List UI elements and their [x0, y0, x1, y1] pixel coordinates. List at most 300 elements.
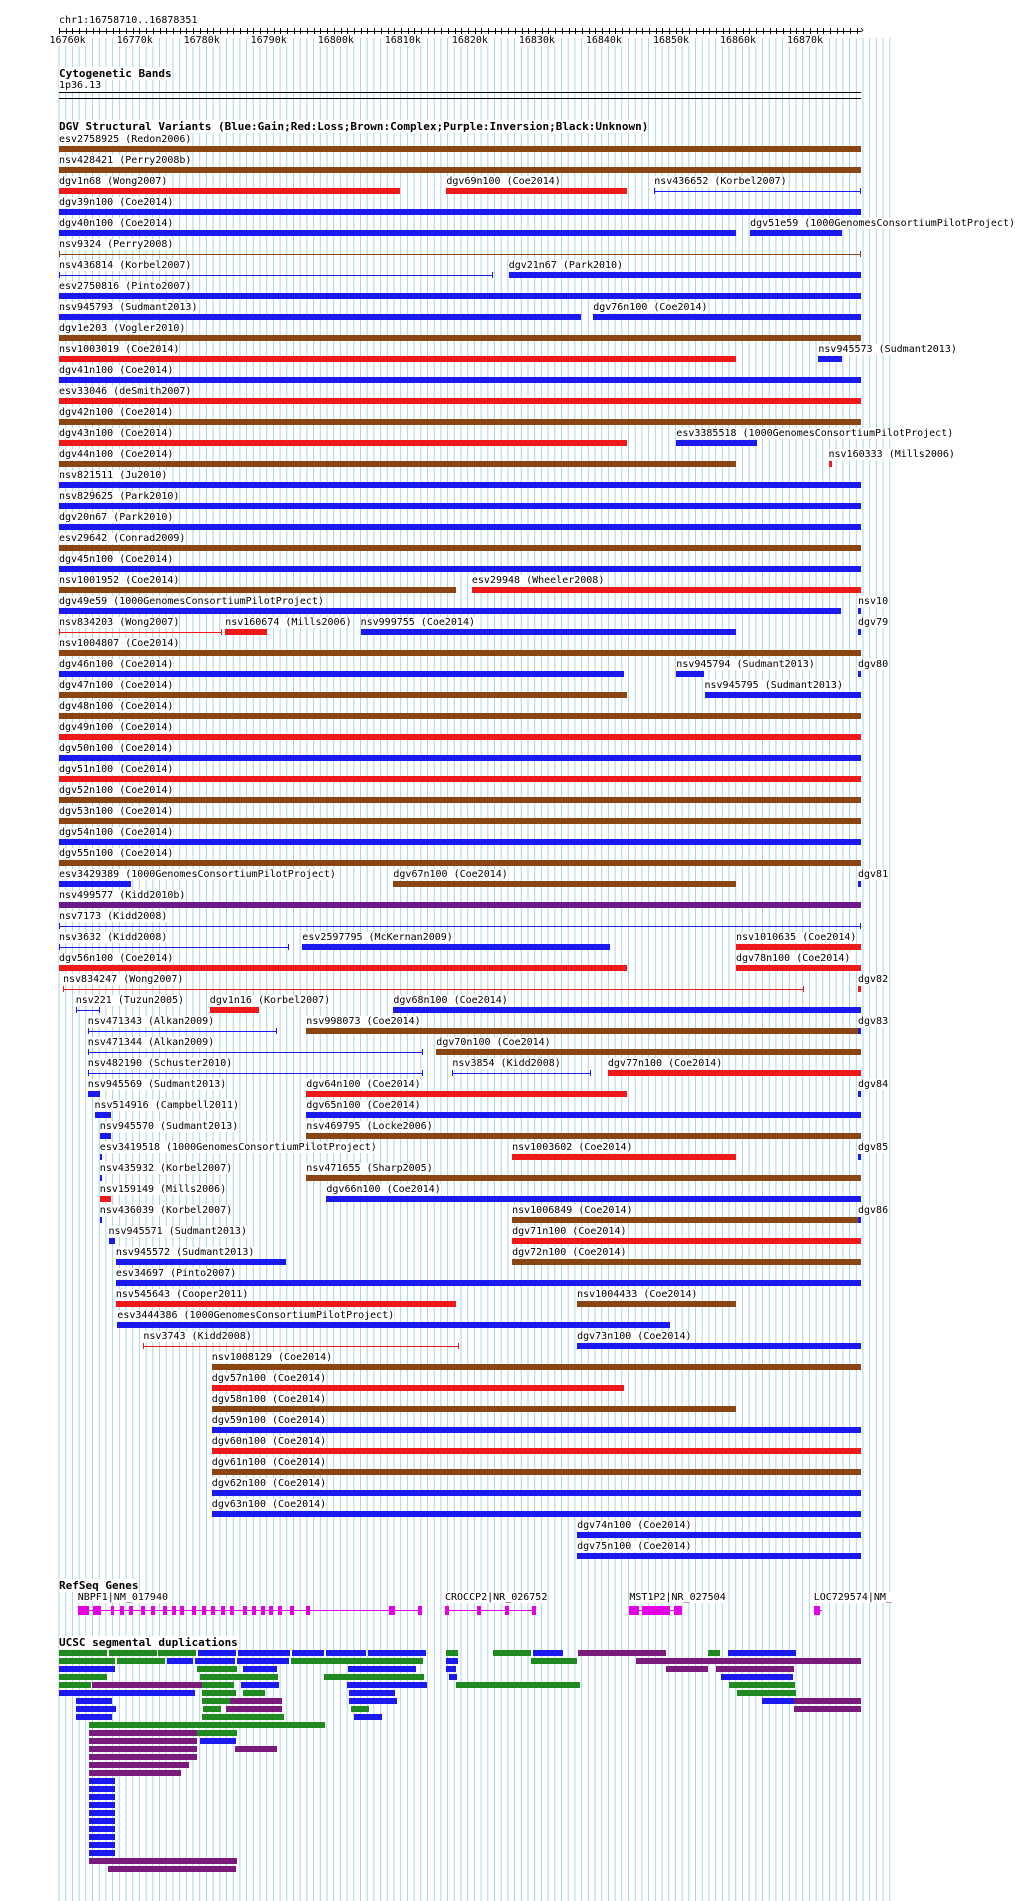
variant-bar [59, 398, 861, 404]
refseq-track-title[interactable]: RefSeq Genes [59, 1579, 139, 1592]
gene-exon [261, 1606, 265, 1615]
ruler-minor-tick [743, 28, 744, 34]
variant-label: dgv69n100 (Coe2014) [446, 176, 561, 187]
segdup-block [794, 1706, 861, 1712]
variant-label: nsv471655 (Sharp2005) [306, 1163, 433, 1174]
variant-end-cap [422, 1070, 423, 1076]
variant-bar [212, 1385, 624, 1391]
ruler-minor-tick [696, 28, 697, 34]
segdup-track-title[interactable]: UCSC segmental duplications [59, 1636, 238, 1649]
variant-label: dgv58n100 (Coe2014) [211, 1394, 327, 1405]
segdup-block [89, 1730, 197, 1736]
variant-label: esv3419518 (1000GenomesConsortiumPilotProject) [99, 1142, 377, 1153]
ruler-minor-tick [749, 28, 750, 34]
gene-exon [532, 1606, 536, 1615]
segdup-block [446, 1650, 458, 1656]
variant-label: dgv63n100 (Coe2014) [211, 1499, 327, 1510]
segdup-block [158, 1650, 196, 1656]
segdup-block [291, 1658, 423, 1664]
gene-exon [814, 1606, 820, 1615]
ruler-minor-tick [495, 28, 496, 34]
ruler-minor-tick [307, 28, 308, 34]
variant-label: dgv20n67 (Park2010) [59, 512, 174, 523]
variant-bar [100, 1133, 111, 1139]
variant-label: dgv61n100 (Coe2014) [211, 1457, 327, 1468]
segdup-block [200, 1738, 236, 1744]
variant-label: nsv999755 (Coe2014) [360, 617, 475, 628]
gene-exon [129, 1606, 133, 1615]
variant-label: nsv428421 (Perry2008b) [59, 155, 192, 166]
ruler-tick-label: 16810k [384, 35, 421, 46]
ruler-tick-label: 16790k [250, 35, 287, 46]
gene-label: MST1P2|NR_027504 [629, 1592, 726, 1603]
variant-label: dgv79 [858, 617, 889, 628]
variant-bar [59, 377, 861, 383]
variant-label: nsv834247 (Wong2007) [63, 974, 184, 985]
segdup-block [59, 1658, 115, 1664]
ruler-minor-tick [736, 28, 737, 34]
ruler-minor-tick [213, 28, 214, 34]
segdup-block [59, 1682, 91, 1688]
ruler-minor-tick [381, 28, 382, 34]
ruler-minor-tick [481, 28, 482, 34]
ruler-minor-tick [227, 28, 228, 34]
variant-label: esv34697 (Pinto2007) [115, 1268, 237, 1279]
ruler-tick-label: 16760k [49, 35, 86, 46]
gene-exon [78, 1606, 89, 1615]
ruler-minor-tick [515, 28, 516, 34]
ruler-minor-tick [649, 28, 650, 34]
variant-label: dgv21n67 (Park2010) [508, 260, 624, 271]
gene-exon [642, 1606, 670, 1615]
segdup-block [708, 1650, 720, 1656]
variant-label: dgv73n100 (Coe2014) [577, 1331, 692, 1342]
ruler-tick-label: 16870k [786, 35, 824, 46]
variant-bar [95, 1112, 112, 1118]
cytoband-bar-bottom [59, 98, 861, 99]
gene-exon [278, 1606, 282, 1615]
variant-label: nsv545643 (Cooper2011) [115, 1289, 249, 1300]
variant-bar [59, 587, 456, 593]
variant-bar [59, 713, 861, 719]
ruler-minor-tick [796, 28, 797, 34]
variant-end-cap [59, 272, 60, 278]
variant-label: nsv3632 (Kidd2008) [59, 932, 168, 943]
gene-label: NBPF1|NM_017940 [77, 1592, 168, 1603]
ruler-minor-tick [327, 28, 328, 34]
ruler-minor-tick [267, 28, 268, 34]
segdup-block [203, 1706, 221, 1712]
variant-label: dgv83 [858, 1016, 889, 1027]
variant-end-cap [88, 1070, 89, 1076]
segdup-block [89, 1818, 115, 1824]
ruler-minor-tick [676, 28, 677, 34]
variant-label: nsv998073 (Coe2014) [306, 1016, 421, 1027]
gene-exon [477, 1606, 481, 1615]
segdup-block [794, 1698, 861, 1704]
ruler-minor-tick [434, 28, 435, 34]
variant-bar [59, 440, 627, 446]
ruler-minor-tick [146, 28, 147, 34]
segdup-block [351, 1706, 369, 1712]
ruler-minor-tick [642, 28, 643, 34]
gene-exon [674, 1606, 682, 1615]
gene-exon [389, 1606, 394, 1615]
segdup-block [349, 1690, 395, 1696]
variant-label: nsv3743 (Kidd2008) [143, 1331, 252, 1342]
variant-bar [59, 860, 861, 866]
variant-label: dgv70n100 (Coe2014) [436, 1037, 551, 1048]
variant-label: dgv52n100 (Coe2014) [59, 785, 174, 796]
variant-end-cap [59, 629, 60, 635]
segdup-block [59, 1674, 107, 1680]
variant-bar [858, 1091, 861, 1097]
variant-bar [302, 944, 610, 950]
variant-bar [705, 692, 862, 698]
cytoband-track-title[interactable]: Cytogenetic Bands [59, 67, 172, 80]
variant-label: dgv62n100 (Coe2014) [211, 1478, 327, 1489]
ruler-minor-tick [361, 28, 362, 34]
variant-end-cap [99, 1007, 100, 1013]
variant-label: dgv59n100 (Coe2014) [211, 1415, 327, 1426]
ruler-minor-tick [475, 28, 476, 34]
variant-label: esv3429389 (1000GenomesConsortiumPilotProject) [59, 869, 336, 880]
gene-exon [243, 1606, 247, 1615]
ruler-minor-tick [535, 28, 536, 34]
cytoband-bar-top [59, 92, 861, 93]
gene-exon [202, 1606, 206, 1615]
segdup-block [198, 1650, 236, 1656]
gene-exon [290, 1606, 294, 1615]
ruler-minor-tick [857, 28, 858, 34]
variant-label: esv2750816 (Pinto2007) [59, 281, 192, 292]
ruler-minor-tick [341, 28, 342, 34]
variant-line [654, 191, 861, 192]
variant-bar [59, 146, 861, 152]
variant-line [76, 1010, 100, 1011]
segdup-block [108, 1866, 236, 1872]
variant-end-cap [422, 1049, 423, 1055]
ruler-minor-tick [126, 28, 127, 34]
variant-label: dgv80 [858, 659, 889, 670]
ruler-minor-tick [622, 28, 623, 34]
gene-exon [629, 1606, 638, 1615]
segdup-block [89, 1770, 181, 1776]
variant-bar [59, 461, 736, 467]
variant-bar [858, 671, 861, 677]
variant-end-cap [860, 188, 861, 194]
ruler-minor-tick [555, 28, 556, 34]
variant-bar [59, 566, 861, 572]
variant-label: nsv834203 (Wong2007) [59, 617, 180, 628]
variant-bar [306, 1133, 861, 1139]
variant-label: nsv1010635 (Coe2014) [736, 932, 857, 943]
variant-label: dgv48n100 (Coe2014) [59, 701, 174, 712]
ruler-minor-tick [294, 28, 295, 34]
variant-line [88, 1073, 423, 1074]
variant-bar [116, 1301, 457, 1307]
variant-label: nsv1004807 (Coe2014) [59, 638, 180, 649]
ruler-minor-tick [72, 28, 73, 34]
variant-bar [59, 776, 861, 782]
dgv-track-title[interactable]: DGV Structural Variants (Blue:Gain;Red:Loss;Brown:Complex;Purple:Inversion;Black:Unknown) [59, 120, 649, 133]
segdup-block [737, 1690, 796, 1696]
segdup-block [89, 1762, 189, 1768]
variant-bar [306, 1175, 861, 1181]
variant-bar [59, 671, 624, 677]
ruler-minor-tick [408, 28, 409, 34]
ruler-minor-tick [441, 28, 442, 34]
ruler-arrow: › [859, 25, 866, 36]
gene-exon [252, 1606, 256, 1615]
gene-exon [111, 1606, 114, 1615]
variant-bar [212, 1448, 861, 1454]
ruler-minor-tick [716, 28, 717, 34]
segdup-block [59, 1650, 107, 1656]
variant-bar [436, 1049, 861, 1055]
segdup-block [195, 1658, 235, 1664]
gene-exon [180, 1606, 184, 1615]
ruler-minor-tick [153, 28, 154, 34]
variant-bar [100, 1154, 103, 1160]
variant-label: dgv81 [858, 869, 889, 880]
ruler-minor-tick [66, 28, 67, 34]
variant-end-cap [492, 272, 493, 278]
ruler-minor-tick [274, 28, 275, 34]
gene-exon [230, 1606, 234, 1615]
variant-label: dgv51n100 (Coe2014) [59, 764, 174, 775]
variant-line [88, 1052, 423, 1053]
segdup-block [578, 1650, 666, 1656]
gene-exon [505, 1606, 509, 1615]
variant-bar [593, 314, 861, 320]
ruler-minor-tick [186, 28, 187, 34]
variant-label: dgv82 [858, 974, 889, 985]
variant-bar [608, 1070, 861, 1076]
variant-bar [225, 629, 267, 635]
variant-label: dgv64n100 (Coe2014) [306, 1079, 421, 1090]
variant-label: nsv159149 (Mills2006) [99, 1184, 227, 1195]
variant-bar [306, 1112, 861, 1118]
ruler-minor-tick [280, 28, 281, 34]
variant-bar [210, 1007, 260, 1013]
ruler-minor-tick [260, 28, 261, 34]
segdup-block [324, 1674, 424, 1680]
ruler-minor-tick [817, 28, 818, 34]
ruler-minor-tick [615, 28, 616, 34]
ruler-minor-tick [173, 28, 174, 34]
gene-exon [192, 1606, 196, 1615]
gene-exon [211, 1606, 215, 1615]
variant-bar [59, 167, 861, 173]
variant-bar [577, 1532, 861, 1538]
gene-exon [141, 1606, 145, 1615]
variant-bar [472, 587, 861, 593]
ruler-minor-tick [656, 28, 657, 34]
variant-bar [306, 1091, 627, 1097]
variant-label: nsv10 [858, 596, 889, 607]
ruler-minor-tick [669, 28, 670, 34]
variant-bar [512, 1238, 861, 1244]
variant-bar [59, 797, 861, 803]
segdup-block [235, 1746, 277, 1752]
variant-bar [736, 965, 861, 971]
variant-label: esv2758925 (Redon2006) [59, 134, 192, 145]
gene-intron-line [445, 1610, 536, 1611]
ruler-minor-tick [810, 28, 811, 34]
variant-label: nsv7173 (Kidd2008) [59, 911, 168, 922]
ruler-minor-tick [133, 28, 134, 34]
variant-label: dgv55n100 (Coe2014) [59, 848, 174, 859]
ruler-minor-tick [595, 28, 596, 34]
ruler-minor-tick [522, 28, 523, 34]
ruler-minor-tick [636, 28, 637, 34]
variant-line [59, 275, 493, 276]
variant-label: nsv436039 (Korbel2007) [99, 1205, 233, 1216]
segdup-block [347, 1682, 427, 1688]
segdup-block [89, 1802, 115, 1808]
variant-end-cap [452, 1070, 453, 1076]
ruler-minor-tick [756, 28, 757, 34]
ruler-minor-tick [629, 28, 630, 34]
ruler-minor-tick [609, 28, 610, 34]
ruler-minor-tick [421, 28, 422, 34]
gene-exon [418, 1606, 422, 1615]
ruler-minor-tick [233, 28, 234, 34]
segdup-block [533, 1650, 563, 1656]
ruler-minor-tick [461, 28, 462, 34]
variant-bar [59, 839, 861, 845]
ruler-minor-tick [93, 28, 94, 34]
variant-end-cap [860, 251, 861, 257]
ruler-minor-tick [528, 28, 529, 34]
variant-bar [59, 335, 861, 341]
gene-exon [172, 1606, 176, 1615]
ruler-minor-tick [468, 28, 469, 34]
variant-end-cap [88, 1028, 89, 1034]
variant-label: nsv514916 (Campbell2011) [94, 1100, 239, 1111]
ruler-minor-tick [139, 28, 140, 34]
segdup-block [493, 1650, 531, 1656]
segdup-block [167, 1658, 193, 1664]
segdup-block [202, 1690, 236, 1696]
variant-bar [858, 1154, 861, 1160]
segdup-block [721, 1674, 793, 1680]
variant-label: nsv1006849 (Coe2014) [512, 1205, 633, 1216]
segdup-block [238, 1650, 290, 1656]
variant-bar [858, 986, 861, 992]
ruler-minor-tick [314, 28, 315, 34]
variant-bar [59, 902, 861, 908]
variant-end-cap [76, 1007, 77, 1013]
cytoband-label: 1p36.13 [59, 80, 102, 91]
variant-bar [212, 1406, 736, 1412]
variant-bar [212, 1490, 861, 1496]
ruler-minor-tick [602, 28, 603, 34]
variant-bar [858, 881, 861, 887]
variant-bar [59, 419, 861, 425]
variant-label: nsv829625 (Park2010) [59, 491, 180, 502]
variant-bar [676, 440, 756, 446]
variant-label: nsv160333 (Mills2006) [828, 449, 955, 460]
segdup-block [292, 1650, 324, 1656]
variant-line [59, 632, 222, 633]
ruler-minor-tick [160, 28, 161, 34]
variant-label: dgv39n100 (Coe2014) [59, 197, 174, 208]
variant-label: dgv66n100 (Coe2014) [326, 1184, 441, 1195]
segdup-block [197, 1666, 237, 1672]
variant-bar [59, 692, 627, 698]
variant-bar [100, 1196, 111, 1202]
gene-exon [269, 1606, 273, 1615]
variant-label: dgv43n100 (Coe2014) [59, 428, 174, 439]
variant-bar [577, 1301, 736, 1307]
variant-bar [212, 1469, 861, 1475]
variant-label: dgv1e203 (Vogler2010) [59, 323, 186, 334]
ruler-tick-label: 16800k [317, 35, 354, 46]
gene-exon [151, 1606, 155, 1615]
ruler-position: chr1:16758710..16878351 [59, 15, 198, 26]
variant-label: dgv67n100 (Coe2014) [393, 869, 508, 880]
variant-label: dgv49e59 (1000GenomesConsortiumPilotProject) [59, 596, 324, 607]
variant-bar [109, 1238, 115, 1244]
segdup-block [237, 1658, 289, 1664]
variant-label: dgv56n100 (Coe2014) [59, 953, 174, 964]
variant-label: nsv471343 (Alkan2009) [87, 1016, 215, 1027]
gene-exon [120, 1606, 124, 1615]
segdup-block [636, 1658, 861, 1664]
ruler-tick-label: 16850k [652, 35, 690, 46]
segdup-block [89, 1794, 115, 1800]
variant-bar [750, 230, 842, 236]
ruler-minor-tick [401, 28, 402, 34]
variant-label: esv29642 (Conrad2009) [59, 533, 186, 544]
segdup-block [89, 1834, 115, 1840]
variant-label: dgv57n100 (Coe2014) [211, 1373, 327, 1384]
ruler-minor-tick [86, 28, 87, 34]
variant-bar [446, 188, 627, 194]
variant-end-cap [288, 944, 289, 950]
variant-line [88, 1031, 277, 1032]
segdup-block [59, 1666, 115, 1672]
variant-bar [59, 293, 861, 299]
variant-label: dgv85 [858, 1142, 889, 1153]
ruler-minor-tick [542, 28, 543, 34]
segdup-block [89, 1858, 237, 1864]
segdup-block [241, 1682, 279, 1688]
variant-label: dgv46n100 (Coe2014) [59, 659, 174, 670]
ruler-minor-tick [488, 28, 489, 34]
variant-bar [858, 608, 861, 614]
variant-label: nsv1004433 (Coe2014) [577, 1289, 698, 1300]
variant-bar [577, 1553, 861, 1559]
ruler-minor-tick [287, 28, 288, 34]
segdup-block [446, 1666, 456, 1672]
variant-bar [59, 755, 861, 761]
variant-label: dgv49n100 (Coe2014) [59, 722, 174, 733]
variant-bar [361, 629, 736, 635]
variant-end-cap [860, 923, 861, 929]
variant-bar [212, 1427, 861, 1433]
ruler-minor-tick [562, 28, 563, 34]
variant-bar [59, 545, 861, 551]
variant-line [143, 1346, 459, 1347]
variant-label: dgv44n100 (Coe2014) [59, 449, 174, 460]
gene-exon [306, 1606, 310, 1615]
variant-bar [858, 1028, 861, 1034]
gene-label: CROCCP2|NR_026752 [445, 1592, 548, 1603]
variant-label: nsv469795 (Locke2006) [306, 1121, 433, 1132]
